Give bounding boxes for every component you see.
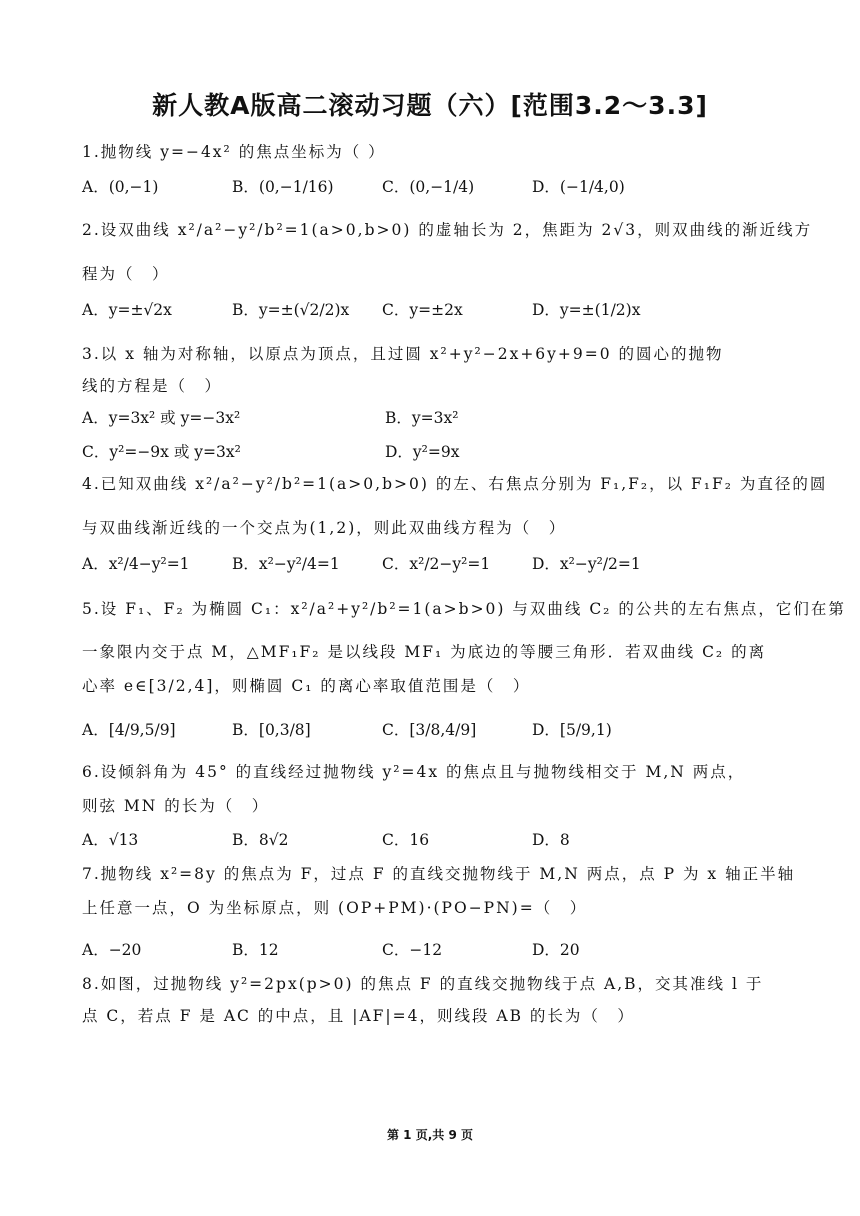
- question-4-text-line-2: 与双曲线渐近线的一个交点为(1,2)，则此双曲线方程为（ ）: [82, 519, 567, 537]
- question-4-text-line-1: 4.已知双曲线 x²/a²−y²/b²=1(a>0,b>0) 的左、右焦点分别为 F₁,F₂，以 F₁F₂ 为直径的圆: [82, 475, 828, 493]
- question-3-text-line-1: 3.以 x 轴为对称轴，以原点为顶点，且过圆 x²+y²−2x+6y+9=0 的圆心的抛物: [82, 345, 724, 363]
- question-3-option-b: B．y=3x²: [385, 409, 459, 427]
- question-5-option-b: B．[0,3/8]: [232, 721, 311, 739]
- page-footer: 第 1 页,共 9 页: [387, 1128, 473, 1142]
- question-6-option-b: B．8√2: [232, 831, 289, 849]
- question-1-option-b: B．(0,−1/16): [232, 178, 334, 196]
- question-3-option-d: D．y²=9x: [385, 443, 460, 461]
- question-6-option-d: D．8: [532, 831, 570, 849]
- question-5-text-line-2: 一象限内交于点 M，△MF₁F₂ 是以线段 MF₁ 为底边的等腰三角形．若双曲线 C₂ 的离: [82, 643, 767, 661]
- question-5-option-a: A．[4/9,5/9]: [82, 721, 176, 739]
- question-5-text-line-1: 5.设 F₁、F₂ 为椭圆 C₁：x²/a²+y²/b²=1(a>b>0) 与双曲线 C₂ 的公共的左右焦点，它们在第: [82, 600, 846, 618]
- question-3-option-a: A．y=3x² 或 y=−3x²: [82, 409, 241, 427]
- question-6-text-line-1: 6.设倾斜角为 45° 的直线经过抛物线 y²=4x 的焦点且与抛物线相交于 M,N 两点，: [82, 763, 746, 781]
- question-2-option-a: A．y=±√2x: [82, 301, 172, 319]
- question-4-option-a: A．x²/4−y²=1: [82, 555, 190, 573]
- question-4-option-c: C．x²/2−y²=1: [382, 555, 491, 573]
- question-7-option-c: C．−12: [382, 941, 443, 959]
- question-1-option-c: C．(0,−1/4): [382, 178, 475, 196]
- question-4-option-b: B．x²−y²/4=1: [232, 555, 340, 573]
- question-4-option-d: D．x²−y²/2=1: [532, 555, 641, 573]
- question-8-text-line-2: 点 C，若点 F 是 AC 的中点，且 |AF|=4，则线段 AB 的长为（ ）: [82, 1007, 635, 1025]
- question-7-option-d: D．20: [532, 941, 580, 959]
- question-5-option-d: D．[5/9,1): [532, 721, 612, 739]
- question-1-option-d: D．(−1/4,0): [532, 178, 625, 196]
- question-2-text-line-2: 程为（ ）: [82, 265, 170, 283]
- question-3-text-line-2: 线的方程是（ ）: [82, 377, 223, 395]
- question-5-option-c: C．[3/8,4/9]: [382, 721, 477, 739]
- question-7-text-line-1: 7.抛物线 x²=8y 的焦点为 F，过点 F 的直线交抛物线于 M,N 两点，点 P 为 x 轴正半轴: [82, 865, 796, 883]
- question-2-option-d: D．y=±(1/2)x: [532, 301, 641, 319]
- question-6-option-c: C．16: [382, 831, 430, 849]
- question-6-text-line-2: 则弦 MN 的长为（ ）: [82, 797, 270, 815]
- question-8-text-line-1: 8.如图，过抛物线 y²=2px(p>0) 的焦点 F 的直线交抛物线于点 A,B，交其准线 l 于: [82, 975, 764, 993]
- page-title: 新人教A版高二滚动习题（六）[范围3.2～3.3]: [152, 91, 708, 120]
- question-7-option-a: A．−20: [82, 941, 142, 959]
- question-2-option-c: C．y=±2x: [382, 301, 463, 319]
- question-3-option-c: C．y²=−9x 或 y=3x²: [82, 443, 241, 461]
- question-7-text-line-2: 上任意一点，O 为坐标原点，则 (OP+PM)·(PO−PN)=（ ）: [82, 899, 588, 917]
- question-1-text: 1.抛物线 y=−4x² 的焦点坐标为（ ）: [82, 143, 386, 161]
- question-2-option-b: B．y=±(√2/2)x: [232, 301, 350, 319]
- question-6-option-a: A．√13: [82, 831, 139, 849]
- question-7-option-b: B．12: [232, 941, 279, 959]
- question-5-text-line-3: 心率 e∈[3/2,4]，则椭圆 C₁ 的离心率取值范围是（ ）: [82, 677, 531, 695]
- question-1-option-a: A．(0,−1): [82, 178, 159, 196]
- question-2-text-line-1: 2.设双曲线 x²/a²−y²/b²=1(a>0,b>0) 的虚轴长为 2，焦距为 2√3，则双曲线的渐近线方: [82, 221, 813, 239]
